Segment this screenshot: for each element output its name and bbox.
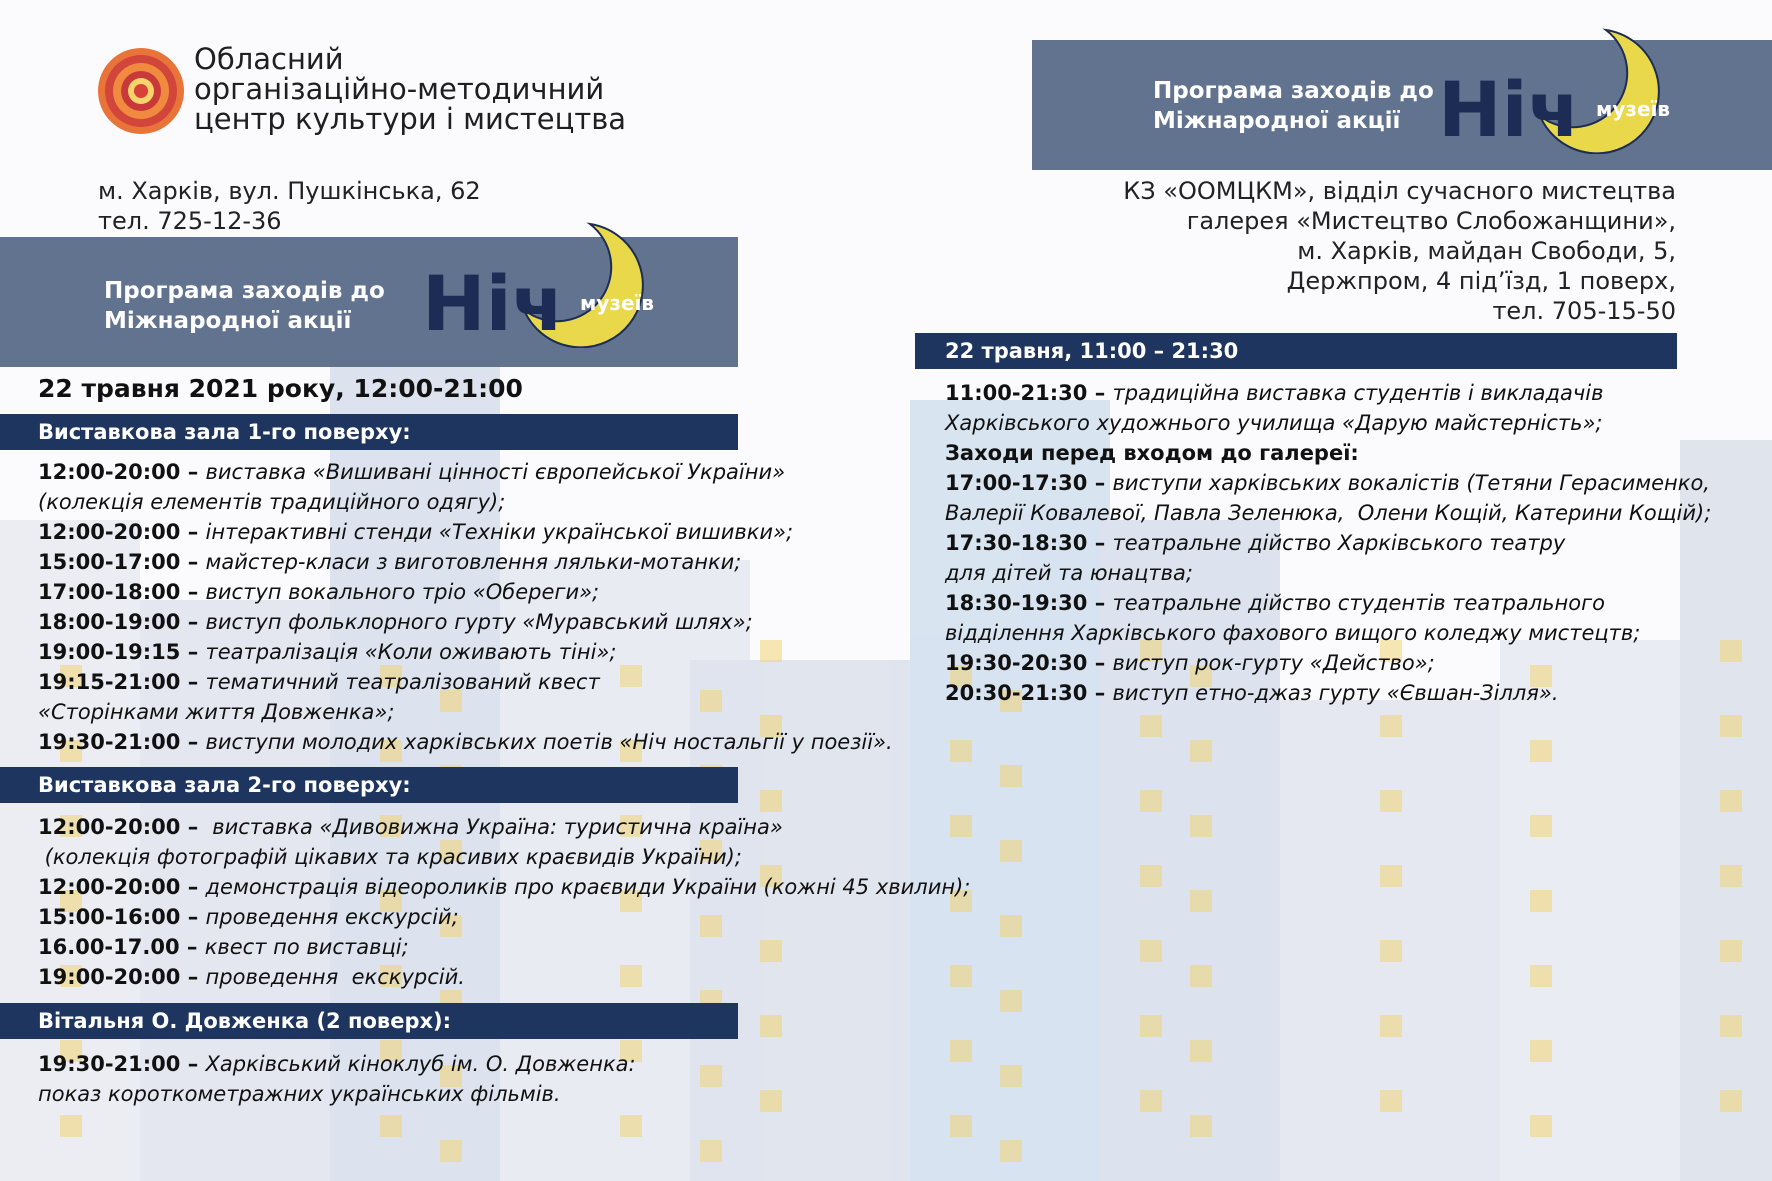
program-item [945,588,1711,618]
program-item [38,727,893,757]
item-time: 20:30-21:30 [945,681,1088,705]
item-dash: – [180,610,206,634]
item-time: 19:00-19:15 [38,640,181,664]
building-window [1380,1015,1402,1037]
building-window [1380,1090,1402,1112]
item-time: 18:00-19:00 [38,610,181,634]
building-window [1530,1115,1552,1137]
building-window [760,790,782,812]
building-window [1140,865,1162,887]
building-window [1000,765,1022,787]
item-dash: – [1087,591,1113,615]
item-time: 19:30-21:00 [38,1052,181,1076]
item-description: майстер-класи з виготовлення ляльки-мотанки; [205,550,742,574]
banner-title [104,276,385,336]
item-description: тематичний театралізований квест [205,670,600,694]
item-time: 12:00-20:00 [38,875,181,899]
program-item [945,468,1711,498]
program-item [38,577,893,607]
address-line: тел. 725-12-36 [98,207,282,235]
building-window [1140,940,1162,962]
organization-name-line: центр культури і мистецтва [194,102,627,136]
item-dash: – [1087,651,1113,675]
building-window [1000,1065,1022,1087]
building-window [1720,640,1742,662]
program-item [945,408,1711,438]
gallery-address-line: Держпром, 4 під’їзд, 1 поверх, [1286,267,1676,295]
building-window [1380,940,1402,962]
building-window [1380,865,1402,887]
building-window [760,1015,782,1037]
museum-night-logo-icon [1436,24,1686,154]
item-description: квест по виставці; [204,935,409,959]
museum-night-logo-word: Ніч [422,259,564,348]
building-window [1190,815,1212,837]
building-window [1530,815,1552,837]
item-description: виставка «Вишивані цінності європейської України» [205,460,786,484]
building-window [950,1040,972,1062]
item-time: 19:30-20:30 [945,651,1088,675]
program-item [38,637,893,667]
item-time: 12:00-20:00 [38,815,181,839]
item-dash: – [1087,681,1113,705]
item-description: Харківський кіноклуб ім. О. Довженка: [205,1052,636,1076]
building-window [1190,965,1212,987]
gallery-address-line: м. Харків, майдан Свободи, 5, [1297,237,1676,265]
program-item [38,487,893,517]
section-items-hall-2 [38,812,970,992]
item-description: «Сторінками життя Довженка»; [38,700,395,724]
item-time: 17:30-18:30 [945,531,1088,555]
banner-title-line: Програма заходів до [104,278,385,304]
museum-night-logo-sub: музеїв [1596,97,1671,121]
organization-logo-icon [96,46,186,136]
item-description: відділення Харківського фахового вищого коледжу мистецтв; [945,621,1641,645]
program-item [38,457,893,487]
item-description: показ короткометражних українських фільмів. [38,1082,561,1106]
building-window [1190,1115,1212,1137]
item-dash: – [180,730,206,754]
item-description: виступи харківських вокалістів (Тетяни Герасименко, [1112,471,1710,495]
item-time: 16.00-17.00 [38,935,180,959]
section-title-hall-1: Виставкова зала 1-го поверху: [0,414,738,450]
program-item [945,498,1711,528]
program-item [945,648,1711,678]
item-dash: – [180,670,206,694]
item-description: Валерії Ковалевої, Павла Зеленюка, Олени Кощій, Катерини Кощій); [945,501,1712,525]
building-window [1720,865,1742,887]
program-item [38,697,893,727]
item-description: проведення екскурсій; [205,905,459,929]
item-description: виступ вокального тріо «Обереги»; [205,580,600,604]
item-description: демонстрація відеороликів про краєвиди України (кожні 45 хвилин); [205,875,971,899]
section-title-hall-2: Виставкова зала 2-го поверху: [0,767,738,803]
building-window [60,1115,82,1137]
building-window [1140,790,1162,812]
item-dash: – [180,1052,206,1076]
item-time: 15:00-17:00 [38,550,181,574]
program-item [38,962,970,992]
event-date-title: 22 травня 2021 року, 12:00-21:00 [38,374,523,403]
item-time: 11:00-21:30 [945,381,1088,405]
building-window [440,1140,462,1162]
item-time: 15:00-16:00 [38,905,181,929]
building-window [1530,965,1552,987]
building-window [1000,990,1022,1012]
building-window [1720,1090,1742,1112]
building-window [1000,840,1022,862]
museum-night-logo-icon [420,218,670,348]
organization-name-line: Обласний [194,42,344,76]
building-window [1380,715,1402,737]
item-description: театралізація «Коли оживають тіні»; [205,640,617,664]
item-time: 18:30-19:30 [945,591,1088,615]
program-item [945,558,1711,588]
item-dash: – [180,905,206,929]
program-item [38,812,970,842]
banner-title [1153,76,1434,136]
building-window [1140,1090,1162,1112]
item-time: 12:00-20:00 [38,460,181,484]
item-dash: – [1087,471,1113,495]
program-item [38,1079,636,1109]
building-window [700,1065,722,1087]
item-dash: – [1087,381,1113,405]
program-subheading [945,438,1711,468]
item-description: традиційна виставка студентів і викладачів [1112,381,1604,405]
program-item [38,547,893,577]
item-dash: – [180,965,206,989]
gallery-address-line: тел. 705-15-50 [1492,297,1676,325]
building-window [620,1115,642,1137]
item-description: для дітей та юнацтва; [945,561,1193,585]
item-description: театральне дійство Харківського театру [1112,531,1566,555]
building-window [1190,740,1212,762]
program-item [38,667,893,697]
item-description: проведення екскурсій. [205,965,465,989]
building-window [700,1140,722,1162]
item-time: 17:00-18:00 [38,580,181,604]
item-description: виступи молодих харківських поетів «Ніч ностальгії у поезії». [205,730,893,754]
item-dash: – [180,815,206,839]
item-description: інтерактивні стенди «Техніки української вишивки»; [205,520,794,544]
item-dash: – [1087,531,1113,555]
building-window [1000,1140,1022,1162]
banner-title-line: Міжнародної акції [1153,108,1401,134]
building-window [1530,1040,1552,1062]
building-window [1530,740,1552,762]
item-description: (колекція елементів традиційного одягу); [38,490,506,514]
building-window [1380,790,1402,812]
building-window [950,740,972,762]
building-window [1720,715,1742,737]
building-window [1190,890,1212,912]
program-item [38,932,970,962]
item-dash: – [180,875,206,899]
section-items-hall-1 [38,457,893,757]
item-description: виставка «Дивовижна Україна: туристична країна» [205,815,783,839]
right-date-bar: 22 травня, 11:00 – 21:30 [915,333,1677,369]
building-window [1190,1040,1212,1062]
building-window [380,1115,402,1137]
gallery-address-line: галерея «Мистецтво Слобожанщини», [1186,207,1676,235]
building-window [760,1090,782,1112]
item-description: театральне дійство студентів театрального [1112,591,1605,615]
program-item [38,1049,636,1079]
program-item [38,842,970,872]
program-item [945,618,1711,648]
item-description: виступ етно-джаз гурту «Євшан-Зілля». [1112,681,1559,705]
item-dash: – [180,550,206,574]
gallery-address-line: КЗ «ООМЦКМ», відділ сучасного мистецтва [1123,177,1676,205]
building-window [1720,940,1742,962]
program-item [38,517,893,547]
item-time: 19:30-21:00 [38,730,181,754]
building-window [1720,790,1742,812]
item-dash: – [179,935,205,959]
item-dash: – [180,460,206,484]
organization-name [194,44,626,134]
item-description: виступ фольклорного гурту «Муравський шлях»; [205,610,753,634]
item-dash: – [180,580,206,604]
gallery-address [1123,176,1676,326]
item-dash: – [180,520,206,544]
program-item [945,528,1711,558]
banner-title-line: Програма заходів до [1153,78,1434,104]
item-description: (колекція фотографій цікавих та красивих краєвидів України); [38,845,742,869]
building-window [1140,715,1162,737]
building-window [1140,1015,1162,1037]
program-item [945,378,1711,408]
building-window [1000,915,1022,937]
building-window [950,1115,972,1137]
item-time: 12:00-20:00 [38,520,181,544]
program-item [38,872,970,902]
item-description: Харківського художнього училища «Дарую майстерність»; [945,411,1603,435]
item-description: виступ рок-гурту «Действо»; [1112,651,1435,675]
program-item [38,607,893,637]
item-dash: – [180,640,206,664]
subheading-text: Заходи перед входом до галереї: [945,441,1359,465]
organization-name-line: організаційно-методичний [194,72,605,106]
section-items-dovzhenko [38,1049,636,1109]
program-item [38,902,970,932]
item-time: 19:15-21:00 [38,670,181,694]
banner-title-line: Міжнародної акції [104,308,352,334]
program-item [945,678,1711,708]
section-title-dovzhenko: Вітальня О. Довженка (2 поверх): [0,1003,738,1039]
building-window [1720,1015,1742,1037]
museum-night-logo-sub: музеїв [580,291,655,315]
item-time: 19:00-20:00 [38,965,181,989]
museum-night-logo-word: Ніч [1438,65,1580,154]
gallery-program-items [945,378,1711,708]
item-time: 17:00-17:30 [945,471,1088,495]
address-line: м. Харків, вул. Пушкінська, 62 [98,177,481,205]
building-window [1530,890,1552,912]
